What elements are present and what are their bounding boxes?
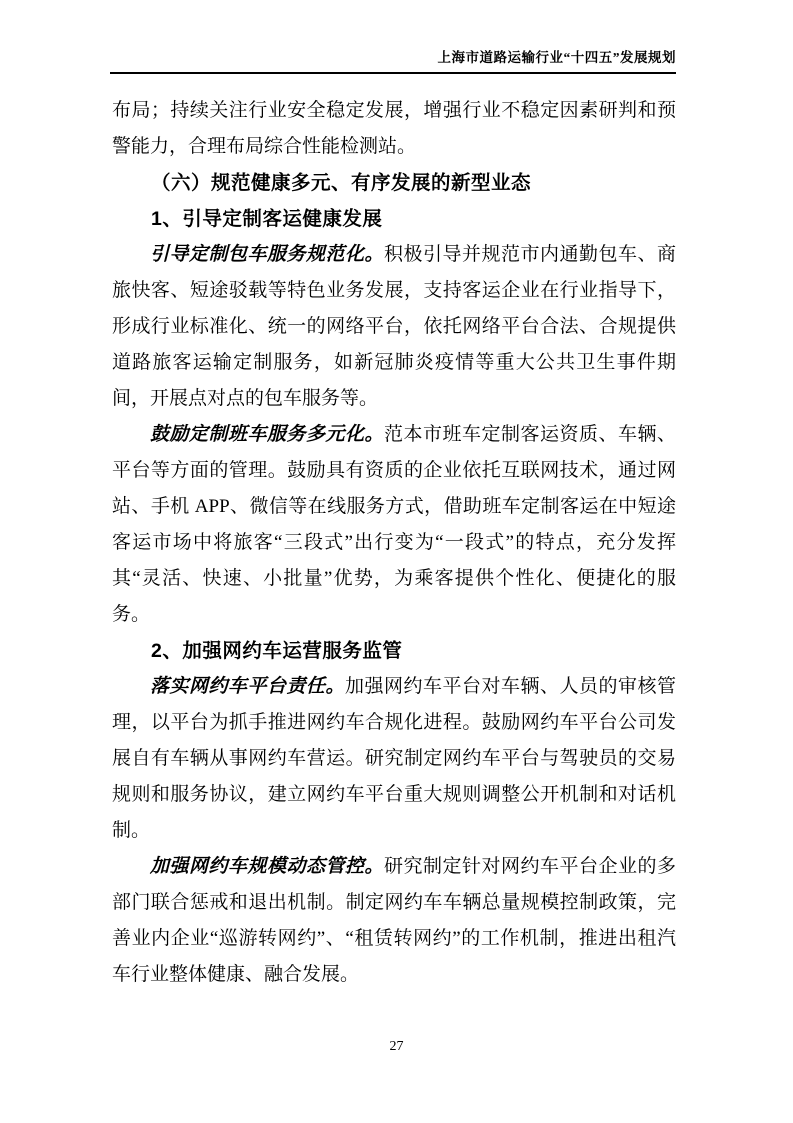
paragraph-lead-chartered-bus: 引导定制包车服务规范化。 — [150, 244, 384, 265]
section-heading-six: （六）规范健康多元、有序发展的新型业态 — [151, 172, 532, 194]
paragraph-chartered-bus-standardization — [112, 237, 676, 417]
paragraph-lead-customized-shuttle: 鼓励定制班车服务多元化。 — [150, 424, 384, 445]
paragraph-text-platform-responsibility: 加强网约车平台对车辆、人员的审核管理，以平台为抓手推进网约车合规化进程。鼓励网约车平台公司发展自有车辆从事网约车营运。研究制定网约车平台与驾驶员的交易规则和服务协议，建立网约车平台重大规则调整公开机制和对话机制。 — [112, 676, 676, 841]
subheading-2-ridehailing-supervision: 2、加强网约车运营服务监管 — [151, 640, 403, 662]
subheading-1-customized-passenger-transport: 1、引导定制客运健康发展 — [151, 208, 383, 230]
header-title: 上海市道路运输行业“十四五”发展规划 — [437, 50, 676, 65]
page-footer — [0, 1038, 793, 1056]
paragraph-text-chartered-bus: 积极引导并规范市内通勤包车、商旅快客、短途驳载等特色业务发展，支持客运企业在行业指导下，形成行业标准化、统一的网络平台，依托网络平台合法、合规提供道路旅客运输定制服务，如新冠肺炎疫情等重大公共卫生事件期间，开展点对点的包车服务等。 — [112, 244, 676, 409]
paragraph-safety-layout-continuation: 布局；持续关注行业安全稳定发展，增强行业不稳定因素研判和预警能力，合理布局综合性能检测站。 — [112, 100, 676, 157]
paragraph-text-scale-control: 研究制定针对网约车平台企业的多部门联合惩戒和退出机制。制定网约车车辆总量规模控制政策，完善业内企业“巡游转网约”、“租赁转网约”的工作机制，推进出租汽车行业整体健康、融合发展。 — [112, 856, 676, 985]
page-header — [110, 48, 676, 74]
paragraph-lead-scale-control: 加强网约车规模动态管控。 — [150, 856, 384, 877]
paragraph-customized-shuttle-diversification — [112, 417, 676, 633]
paragraph-lead-platform-responsibility: 落实网约车平台责任。 — [150, 676, 345, 697]
header-rule — [110, 72, 676, 74]
paragraph-platform-responsibility — [112, 669, 676, 849]
paragraph-scale-dynamic-control — [112, 849, 676, 993]
paragraph-text-customized-shuttle: 范本市班车定制客运资质、车辆、平台等方面的管理。鼓励具有资质的企业依托互联网技术，通过网站、手机 APP、微信等在线服务方式，借助班车定制客运在中短途客运市场中将旅客“三段式”出行变为“一段式”的特点，充分发挥其“灵活、快速、小批量”优势，为乘客提供个性化、便捷化的服务。 — [112, 424, 676, 625]
page-number: 27 — [389, 1039, 404, 1054]
document-body — [112, 93, 676, 993]
